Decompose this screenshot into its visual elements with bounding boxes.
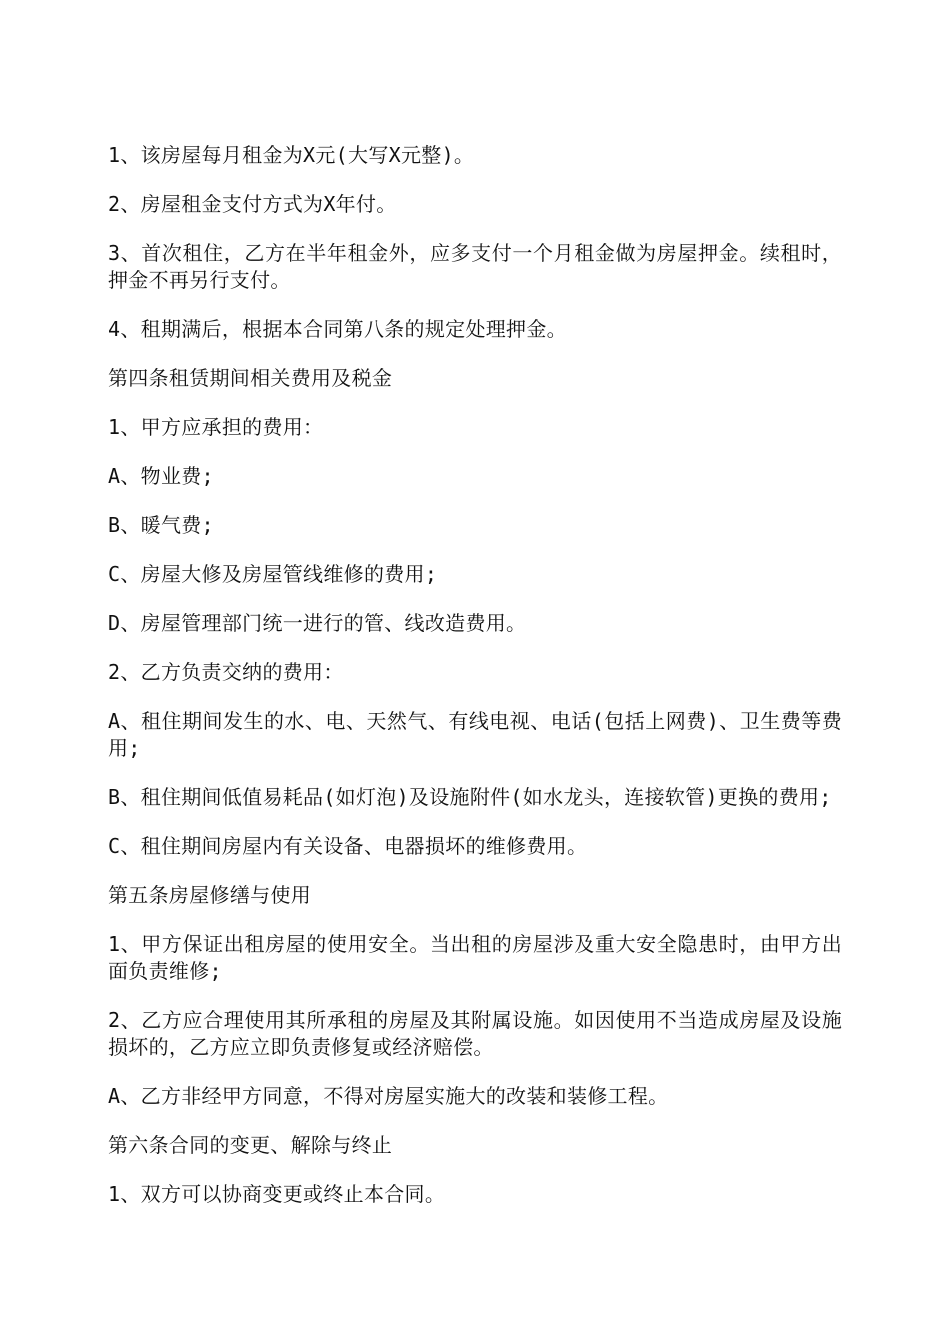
payment-method-clause: 2、房屋租金支付方式为X年付。 bbox=[108, 192, 397, 216]
document-body bbox=[108, 142, 842, 1208]
party-a-fee-item: C、房屋大修及房屋管线维修的费用; bbox=[108, 562, 438, 586]
section-heading-article-6: 第六条合同的变更、解除与终止 bbox=[108, 1133, 393, 1157]
termination-clause: 1、双方可以协商变更或终止本合同。 bbox=[108, 1182, 446, 1206]
party-a-fees-heading: 1、甲方应承担的费用： bbox=[108, 415, 324, 439]
party-b-fee-item: A、租住期间发生的水、电、天然气、有线电视、电话(包括上网费)、卫生费等费用; bbox=[108, 709, 842, 760]
repair-clause: 1、甲方保证出租房屋的使用安全。当出租的房屋涉及重大安全隐患时，由甲方出面负责维修; bbox=[108, 932, 842, 983]
party-b-fee-item: B、租住期间低值易耗品(如灯泡)及设施附件(如水龙头，连接软管)更换的费用; bbox=[108, 785, 832, 809]
rent-amount-clause: 1、该房屋每月租金为X元(大写X元整)。 bbox=[108, 143, 475, 167]
section-heading-article-5: 第五条房屋修缮与使用 bbox=[108, 883, 311, 907]
deposit-handling-clause: 4、租期满后，根据本合同第八条的规定处理押金。 bbox=[108, 317, 567, 341]
party-a-fee-item: B、暖气费; bbox=[108, 513, 214, 537]
renovation-clause: A、乙方非经甲方同意，不得对房屋实施大的改装和装修工程。 bbox=[108, 1084, 669, 1108]
party-a-fee-item: A、物业费; bbox=[108, 464, 214, 488]
deposit-clause: 3、首次租住，乙方在半年租金外，应多支付一个月租金做为房屋押金。续租时，押金不再另行支付。 bbox=[108, 241, 842, 292]
usage-clause: 2、乙方应合理使用其所承租的房屋及其附属设施。如因使用不当造成房屋及设施损坏的，乙方应立即负责修复或经济赔偿。 bbox=[108, 1008, 842, 1059]
party-a-fee-item: D、房屋管理部门统一进行的管、线改造费用。 bbox=[108, 611, 527, 635]
party-b-fees-heading: 2、乙方负责交纳的费用： bbox=[108, 660, 344, 684]
party-b-fee-item: C、租住期间房屋内有关设备、电器损坏的维修费用。 bbox=[108, 834, 588, 858]
section-heading-article-4: 第四条租赁期间相关费用及税金 bbox=[108, 366, 393, 390]
